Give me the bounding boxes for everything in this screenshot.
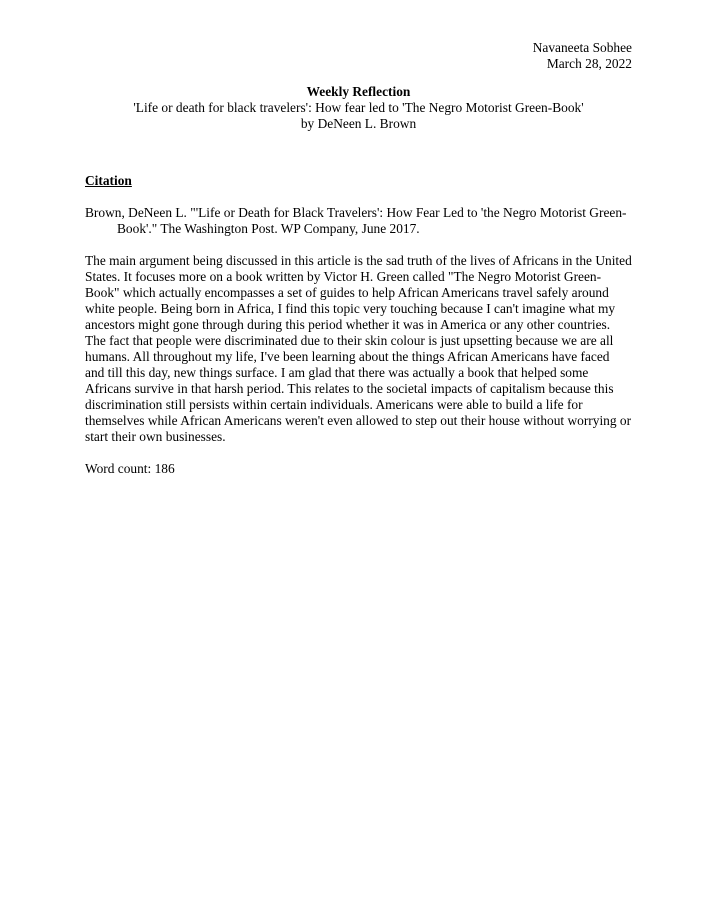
document-page	[85, 40, 632, 477]
author-name: Navaneeta Sobhee	[532, 40, 632, 55]
article-byline: by DeNeen L. Brown	[300, 116, 417, 131]
document-title: Weekly Reflection	[306, 84, 411, 99]
article-title: 'Life or death for black travelers': How fear led to 'The Negro Motorist Green-Book'	[133, 100, 584, 115]
document-date: March 28, 2022	[546, 56, 632, 71]
title-block	[85, 84, 632, 132]
citation-entry: Brown, DeNeen L. "'Life or Death for Black Travelers': How Fear Led to 'the Negro Motorist Green-Book'." The Washington Post. WP Company, June 2017.	[85, 205, 627, 236]
citation-heading: Citation	[85, 173, 132, 188]
reflection-paragraph: The main argument being discussed in this article is the sad truth of the lives of Africans in the United States. It focuses more on a book written by Victor H. Green called "The Negro Motorist Green-Book" which actually encompasses a set of guides to help African Americans travel safely around white people. Being born in Africa, I find this topic very touching because I can't imagine what my ancestors might gone through during this period whether it was in America or any other countries. The fact that people were discriminated due to their skin colour is just upsetting because we are all humans. All throughout my life, I've been learning about the things African Americans have faced and till this day, new things surface. I am glad that there was actually a book that helped some Africans survive in that harsh period. This relates to the societal impacts of capitalism because this discrimination still persists within certain individuals. Americans were able to build a life for themselves while African Americans weren't even allowed to step out their house without worrying or start their own businesses.	[85, 253, 632, 444]
word-count: Word count: 186	[85, 461, 175, 476]
author-header	[85, 40, 632, 72]
